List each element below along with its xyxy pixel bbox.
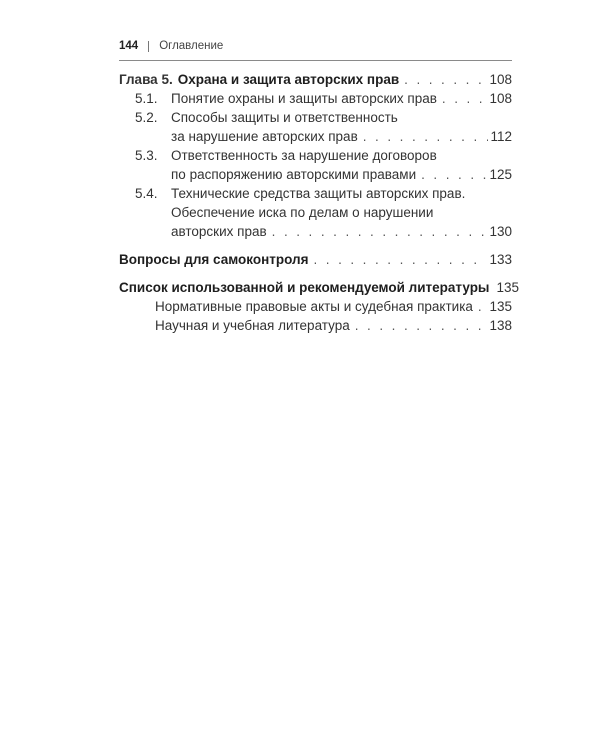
section-title-line: Технические средства защиты авторских прав. [171,186,466,201]
page-ref: 138 [489,318,512,333]
entry-title: Список использованной и рекомендуемой литературы [119,280,490,295]
page-ref: 130 [489,224,512,239]
running-head [119,40,512,52]
header-rule [119,60,512,61]
section-title-line: Способы защиты и ответственность [171,110,398,125]
page-ref: 135 [496,280,519,295]
dot-leader [272,222,488,241]
section-number: 5.4. [135,186,158,201]
dot-leader [355,316,488,335]
entry-title: Нормативные правовые акты и судебная практика [155,299,473,314]
dot-leader [363,127,489,146]
toc-entry-questions[interactable] [119,250,512,269]
dot-leader [313,250,487,269]
toc-entry-5-3[interactable] [119,146,512,184]
section-title-line: за нарушение авторских прав [171,129,358,144]
section-number: 5.1. [135,91,158,106]
page-ref: 135 [489,299,512,314]
dot-leader [421,165,487,184]
toc-entry-normative-acts[interactable] [119,297,512,316]
page-ref: 133 [489,252,512,267]
header-separator [148,41,149,52]
section-title-line: авторских прав [171,224,267,239]
dot-leader [404,70,487,89]
section-number: 5.2. [135,110,158,125]
page-ref: 125 [489,167,512,182]
toc-entry-5-2[interactable] [119,108,512,146]
section-title: Понятие охраны и защиты авторских прав [171,91,437,106]
toc-entry-5-1[interactable] [119,89,512,108]
chapter-number: Глава 5. [119,72,173,87]
dot-leader [478,297,488,316]
toc-entry-literature[interactable] [119,278,519,297]
section-title-line: по распоряжению авторскими правами [171,167,417,182]
section-title-line: Обеспечение иска по делам о нарушении [171,205,434,220]
toc-entry-chapter-5[interactable] [119,70,512,89]
chapter-title: Охрана и защита авторских прав [177,72,400,87]
running-head-title: Оглавление [159,40,224,52]
section-title-line: Ответственность за нарушение договоров [171,148,437,163]
entry-title: Научная и учебная литература [155,318,350,333]
page-number: 144 [119,40,139,52]
table-of-contents [119,70,519,335]
toc-entry-scientific-literature[interactable] [119,316,512,335]
page-ref: 108 [489,91,512,106]
toc-entry-5-4[interactable] [119,184,512,241]
page-ref: 108 [489,72,512,87]
dot-leader [442,89,488,108]
entry-title: Вопросы для самоконтроля [119,252,309,267]
section-number: 5.3. [135,148,158,163]
page-ref: 112 [490,129,512,144]
